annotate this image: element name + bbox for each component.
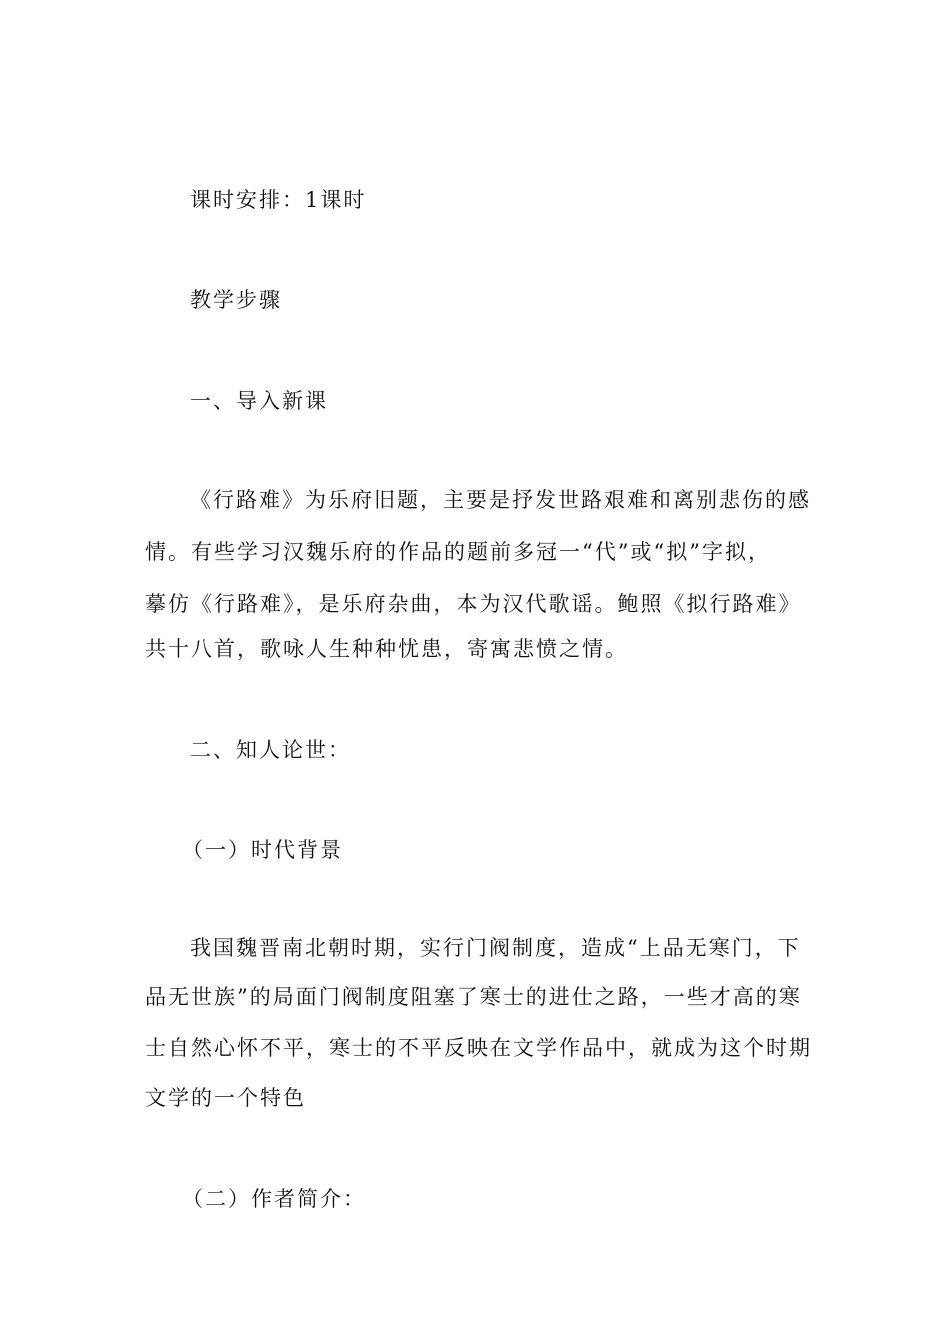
section1-para-line: 情。有些学习汉魏乐府的作品的题前多冠一“代”或“拟”字拟，: [145, 540, 771, 564]
section1-para-line: 摹仿《行路难》，是乐府杂曲，本为汉代歌谣。鲍照《拟行路难》: [145, 592, 802, 616]
sub1-heading: （一）时代背景: [182, 838, 343, 862]
sub1-para-line: 文学的一个特色: [145, 1086, 306, 1110]
section1-heading: 一、导入新课: [190, 389, 328, 413]
section1-para-line: 《行路难》为乐府旧题，主要是抒发世路艰难和离别悲伤的感: [190, 488, 811, 512]
schedule-line: 课时安排：1课时: [190, 188, 367, 212]
section1-para-line: 共十八首，歌咏人生种种忧患，寄寓悲愤之情。: [145, 637, 628, 661]
sub1-para-line: 品无世族”的局面门阀制度阻塞了寒士的进仕之路，一些才高的寒: [145, 985, 802, 1009]
sub1-para-line: 士自然心怀不平，寒士的不平反映在文学作品中，就成为这个时期: [145, 1036, 812, 1060]
steps-heading: 教学步骤: [190, 288, 282, 312]
section2-heading: 二、知人论世：: [190, 738, 351, 762]
sub2-heading: （二）作者简介：: [182, 1187, 366, 1211]
sub1-para-line: 我国魏晋南北朝时期，实行门阀制度，造成“上品无寒门，下: [190, 936, 801, 960]
